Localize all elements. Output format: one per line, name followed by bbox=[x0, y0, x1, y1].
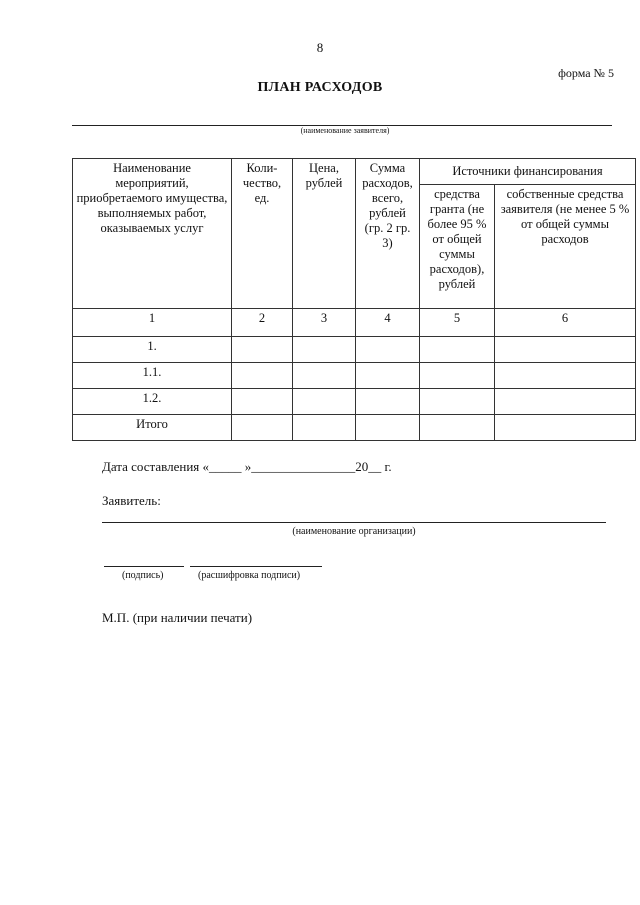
form-number: форма № 5 bbox=[558, 66, 614, 80]
table-header-row bbox=[73, 159, 636, 185]
table-cell[interactable] bbox=[420, 389, 495, 415]
header-price: Цена, рублей bbox=[293, 159, 356, 309]
signature-field[interactable] bbox=[104, 566, 184, 567]
signature-caption: (подпись) bbox=[122, 570, 164, 581]
organization-field[interactable] bbox=[102, 522, 606, 523]
table-cell[interactable] bbox=[232, 389, 293, 415]
header-name: Наименование мероприятий, приобретаемого имущества, выполняемых работ, оказываемых услуг bbox=[73, 159, 232, 309]
header-quantity: Коли-чество, ед. bbox=[232, 159, 293, 309]
table-cell[interactable] bbox=[293, 337, 356, 363]
column-number: 6 bbox=[495, 309, 636, 337]
page-title: ПЛАН РАСХОДОВ bbox=[257, 80, 383, 95]
header-own: собственные средства заявителя (не менее 5 % от общей суммы расходов bbox=[495, 185, 636, 309]
column-number: 3 bbox=[293, 309, 356, 337]
header-grant: средства гранта (не более 95 % от общей суммы расходов), рублей bbox=[420, 185, 495, 309]
stamp-note: М.П. (при наличии печати) bbox=[102, 610, 253, 625]
applicant-label: Заявитель: bbox=[102, 493, 161, 508]
signature-decode-field[interactable] bbox=[190, 566, 322, 567]
table-row bbox=[73, 337, 636, 363]
table-row bbox=[73, 389, 636, 415]
table-cell[interactable] bbox=[232, 337, 293, 363]
table-cell[interactable] bbox=[293, 415, 356, 441]
column-number: 5 bbox=[420, 309, 495, 337]
table-cell[interactable] bbox=[495, 363, 636, 389]
table-cell[interactable] bbox=[293, 363, 356, 389]
signature-decode-caption: (расшифровка подписи) bbox=[198, 570, 301, 581]
table-row-total bbox=[73, 415, 636, 441]
table-cell[interactable] bbox=[356, 389, 420, 415]
table-cell[interactable] bbox=[356, 363, 420, 389]
table-cell[interactable] bbox=[356, 337, 420, 363]
organization-caption: (наименование организации) bbox=[292, 526, 416, 537]
row-label: 1.1. bbox=[73, 363, 232, 389]
page-number: 8 bbox=[316, 40, 324, 55]
expense-plan-table bbox=[72, 158, 636, 441]
row-label: Итого bbox=[73, 415, 232, 441]
header-sum: Сумма расходов, всего, рублей (гр. 2 гр. 3) bbox=[356, 159, 420, 309]
row-label: 1. bbox=[73, 337, 232, 363]
table-cell[interactable] bbox=[293, 389, 356, 415]
column-number-row bbox=[73, 309, 636, 337]
header-sources: Источники финансирования bbox=[420, 159, 636, 185]
table-cell[interactable] bbox=[495, 415, 636, 441]
table-cell[interactable] bbox=[420, 363, 495, 389]
column-number: 1 bbox=[73, 309, 232, 337]
table-cell[interactable] bbox=[356, 415, 420, 441]
applicant-caption: (наименование заявителя) bbox=[300, 126, 390, 135]
table-cell[interactable] bbox=[495, 389, 636, 415]
table-cell[interactable] bbox=[420, 415, 495, 441]
table-row bbox=[73, 363, 636, 389]
table-cell[interactable] bbox=[232, 363, 293, 389]
table-cell[interactable] bbox=[420, 337, 495, 363]
row-label: 1.2. bbox=[73, 389, 232, 415]
date-field[interactable]: Дата составления «_____ »________________20__ г. bbox=[102, 459, 392, 474]
column-number: 4 bbox=[356, 309, 420, 337]
table-cell[interactable] bbox=[232, 415, 293, 441]
table-cell[interactable] bbox=[495, 337, 636, 363]
column-number: 2 bbox=[232, 309, 293, 337]
